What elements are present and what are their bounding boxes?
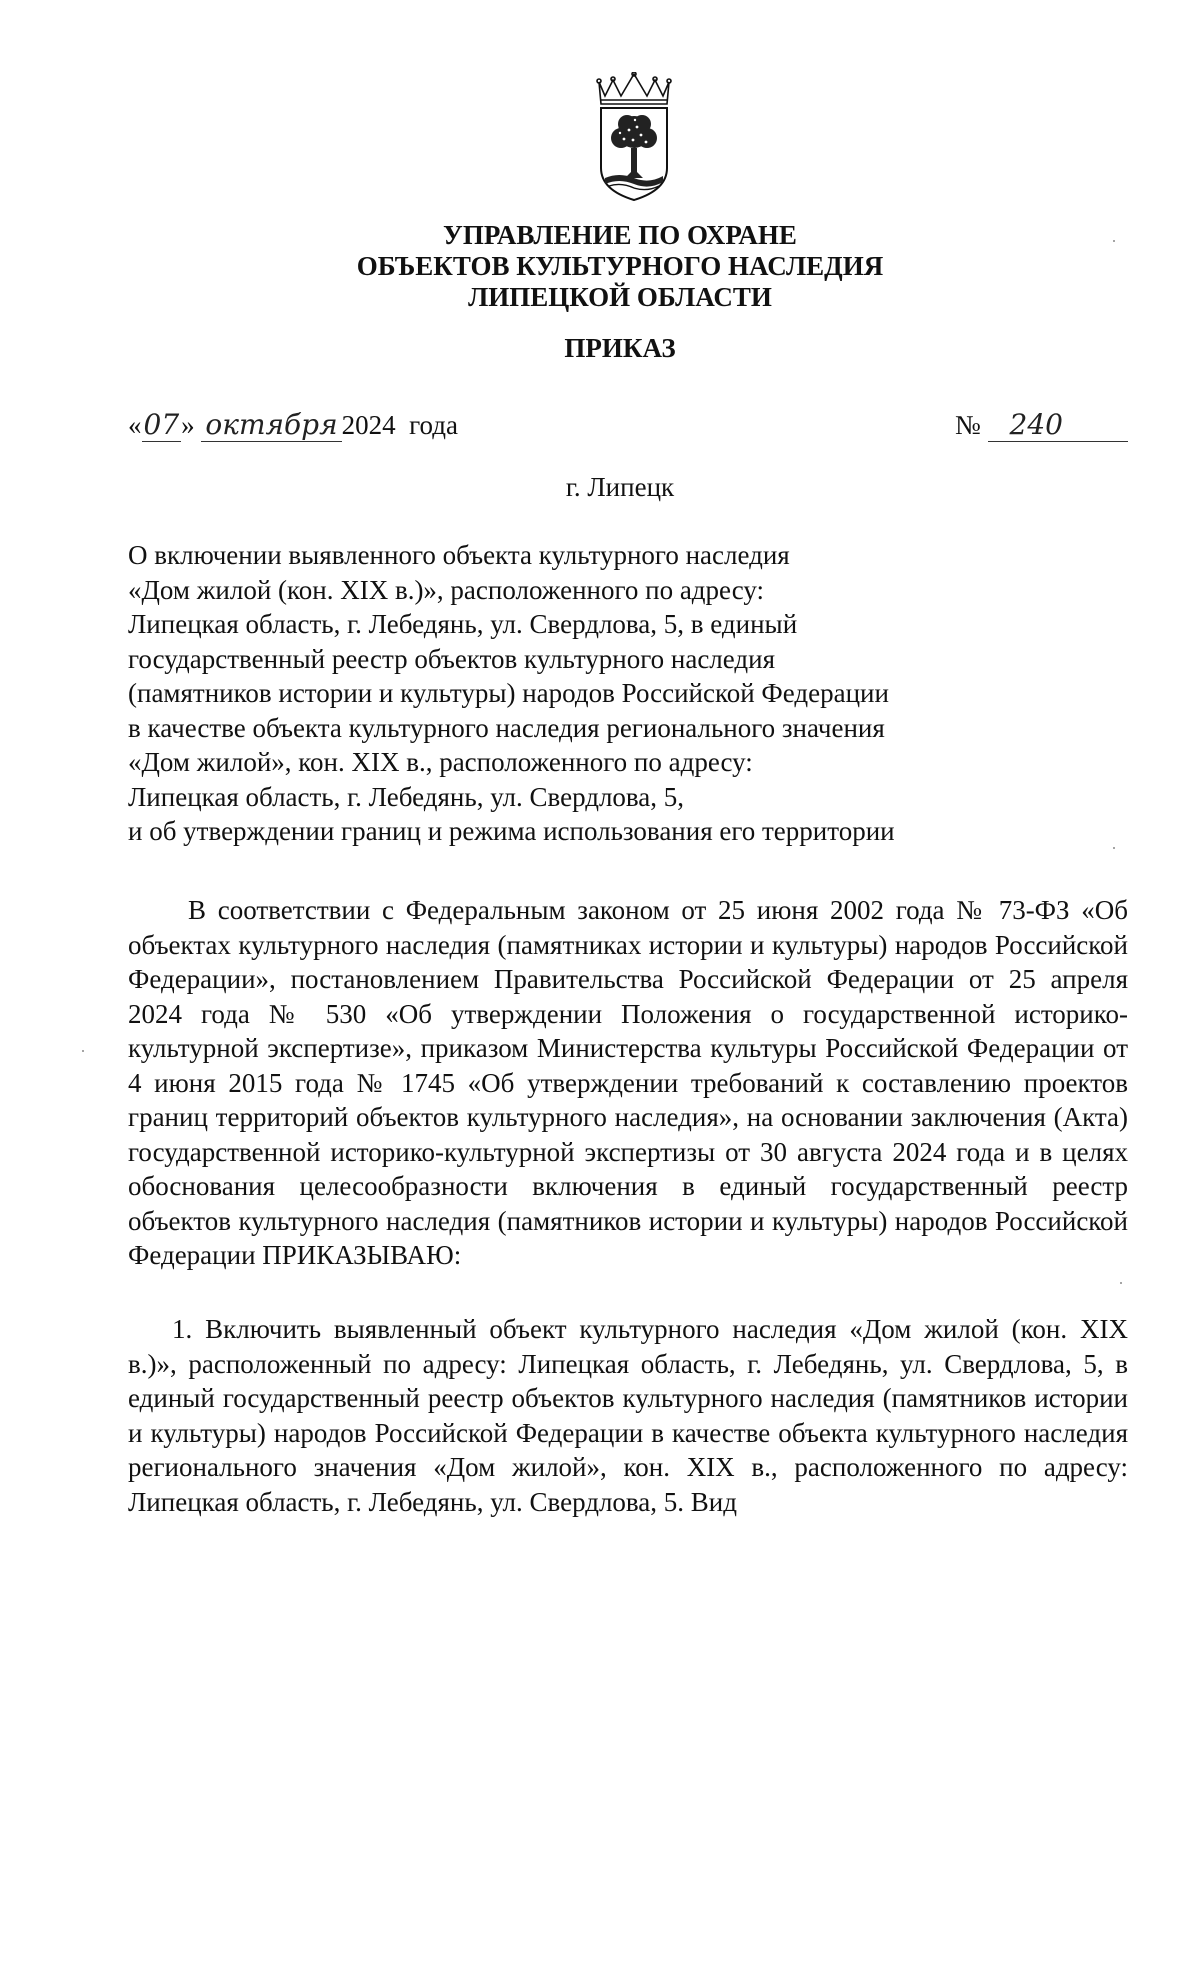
scan-speck [1113, 847, 1115, 849]
subject-line: и об утверждении границ и режима использования его территории [128, 816, 895, 846]
number-label: № [955, 410, 981, 440]
date-suffix: года [409, 410, 458, 440]
subject-line: Липецкая область, г. Лебедянь, ул. Свердлова, 5, в единый [128, 609, 798, 639]
order-subject [128, 538, 1028, 849]
city: г. Липецк [565, 472, 675, 502]
document-type-title: ПРИКАЗ [564, 333, 676, 363]
date-year: 2024 [341, 410, 396, 440]
date-open-quote: « [128, 410, 142, 440]
scan-speck [1113, 240, 1115, 242]
org-line-2: ОБЪЕКТОВ КУЛЬТУРНОГО НАСЛЕДИЯ [356, 251, 884, 281]
date-close-quote: » [181, 410, 195, 440]
subject-line: (памятников истории и культуры) народов Российской Федерации [128, 678, 889, 708]
organization-name [0, 220, 1200, 313]
preamble-paragraph: В соответствии с Федеральным законом от 25 июня 2002 года № 73-ФЗ «Об объектах культурного наследия (памятниках истории и культуры) народов Российской Федерации», постановлением Правительства Российской Федерации от 25 апреля 2024 года № 530 «Об утверждении Положения о государственной историко-культурной экспертизе», приказом Министерства культуры Российской Федерации от 4 июня 2015 года № 1745 «Об утверждении требований к составлению проектов границ территорий объектов культурного наследия», на основании заключения (Акта) государственной историко-культурной экспертизы от 30 августа 2024 года и в целях обоснования целесообразности включения в единый государственный реестр объектов культурного наследия (памятников истории и культуры) народов Российской Федерации ПРИКАЗЫВАЮ: [128, 895, 1128, 1270]
scan-speck [82, 1050, 84, 1052]
number-value-handwritten: 240 [988, 408, 1128, 442]
org-line-1: УПРАВЛЕНИЕ ПО ОХРАНЕ [443, 220, 797, 250]
order-date [128, 408, 458, 442]
subject-line: О включении выявленного объекта культурного наследия [128, 540, 790, 570]
subject-line: Липецкая область, г. Лебедянь, ул. Свердлова, 5, [128, 781, 685, 812]
subject-line: «Дом жилой (кон. XIX в.)», расположенного по адресу: [128, 574, 764, 605]
org-line-3: ЛИПЕЦКОЙ ОБЛАСТИ [468, 282, 772, 312]
scan-speck [1120, 1282, 1122, 1284]
order-number [955, 408, 1128, 442]
date-day-handwritten: 07 [143, 408, 180, 441]
subject-line: в качестве объекта культурного наследия регионального значения [128, 712, 885, 743]
coat-of-arms-icon [591, 72, 677, 204]
subject-line: государственный реестр объектов культурного наследия [128, 643, 776, 674]
date-month-handwritten: октября [201, 408, 341, 442]
order-item-1: 1. Включить выявленный объект культурного наследия «Дом жилой (кон. XIX в.)», расположенный по адресу: Липецкая область, г. Лебедянь, ул. Свердлова, 5, в единый государственный реестр объектов культурного наследия (памятников истории и культуры) народов Российской Федерации в качестве объекта культурного наследия регионального значения «Дом жилой», кон. XIX в., расположенного по адресу: Липецкая область, г. Лебедянь, ул. Свердлова, 5. Вид [128, 1314, 1128, 1517]
subject-line: «Дом жилой», кон. XIX в., расположенного по адресу: [128, 747, 753, 777]
